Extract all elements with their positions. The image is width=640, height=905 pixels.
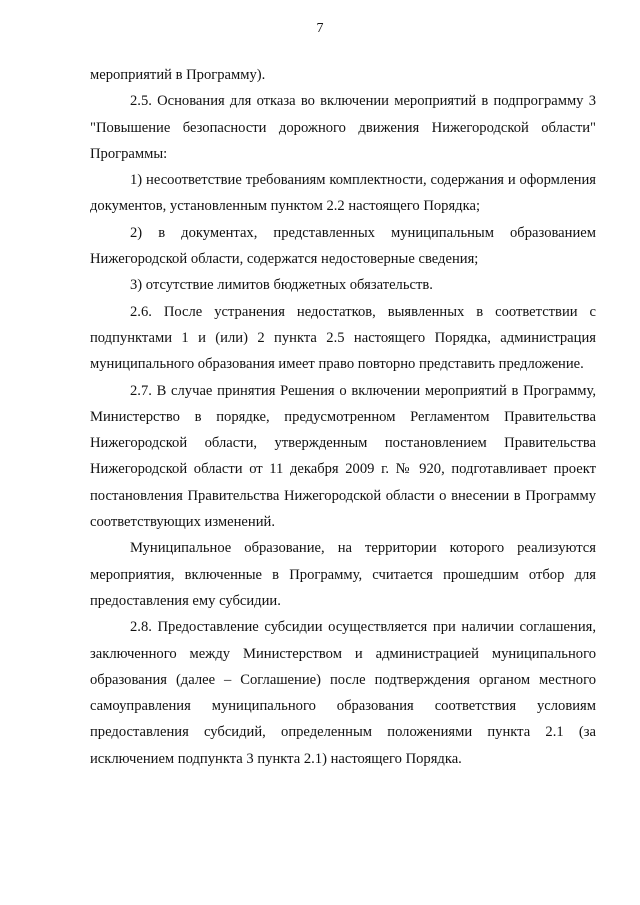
paragraph-2-5-item-1: 1) несоответствие требованиям комплектности, содержания и оформления документов, установленным пунктом 2.2 настоящего Порядка; bbox=[90, 172, 596, 215]
paragraph-2-6: 2.6. После устранения недостатков, выявленных в соответствии с подпунктами 1 и (или) 2 пункта 2.5 настоящего Порядка, администрация муниципального образования имеет право повторно представить предложение. bbox=[90, 303, 596, 373]
paragraph-municipal-selection: Муниципальное образование, на территории которого реализуются мероприятия, включенные в Программу, считается прошедшим отбор для предоставления ему субсидии. bbox=[90, 540, 596, 609]
paragraph-2-8: 2.8. Предоставление субсидии осуществляется при наличии соглашения, заключенного между Министерством и администрацией муниципального образования (далее – Соглашение) после подтверждения органом местного самоуправления муниципального образования соответствия условиям предоставления субсидий, определенным положениями пункта 2.1 (за исключением подпункта 3 пункта 2.1) настоящего Порядка. bbox=[90, 619, 596, 767]
page-number: 7 bbox=[316, 21, 324, 36]
paragraph-2-5: 2.5. Основания для отказа во включении мероприятий в подпрограмму 3 "Повышение безопасности дорожного движения Нижегородской области" Программы: bbox=[90, 93, 596, 162]
paragraph-2-5-item-3: 3) отсутствие лимитов бюджетных обязательств. bbox=[130, 277, 433, 294]
document-body bbox=[90, 62, 596, 772]
paragraph-continuation: мероприятий в Программу). bbox=[90, 67, 266, 83]
paragraph-2-5-item-2: 2) в документах, представленных муниципальным образованием Нижегородской области, содержатся недостоверные сведения; bbox=[90, 224, 596, 268]
paragraph-2-7: 2.7. В случае принятия Решения о включении мероприятий в Программу, Министерство в порядке, предусмотренном Регламентом Правительства Нижегородской области, утвержденным постановлением Правительства Нижегородской области от 11 декабря 2009 г. № 920, подготавливает проект постановления Правительства Нижегородской области о внесении в Программу соответствующих изменений. bbox=[90, 382, 596, 531]
